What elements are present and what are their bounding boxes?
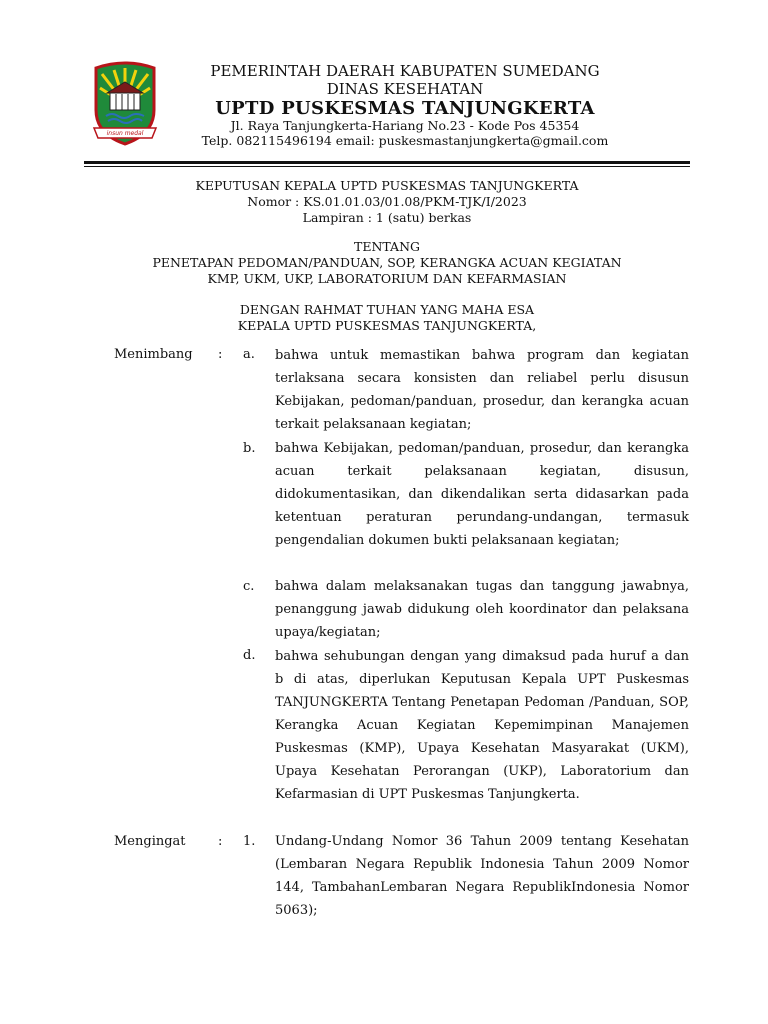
letterhead-department: DINAS KESEHATAN xyxy=(326,80,484,98)
decree-about-line2: KMP, UKM, UKP, LABORATORIUM DAN KEFARMASIAN xyxy=(207,271,567,286)
decree-attachment: Lampiran : 1 (satu) berkas xyxy=(302,210,472,225)
menimbang-item-c: bahwa dalam melaksanakan tugas dan tanggung jawabnya, penanggung jawab didukung oleh koordinator dan pelaksana upaya/kegiatan; xyxy=(275,579,689,640)
mengingat-colon: : xyxy=(218,834,223,849)
decree-about-label: TENTANG xyxy=(353,239,420,254)
mengingat-marker-1: 1. xyxy=(243,834,256,849)
mengingat-label: Mengingat xyxy=(114,834,186,849)
decree-blessing: DENGAN RAHMAT TUHAN YANG MAHA ESA xyxy=(239,302,535,317)
decree-title: KEPUTUSAN KEPALA UPTD PUSKESMAS TANJUNGKERTA xyxy=(195,178,579,193)
decree-official: KEPALA UPTD PUSKESMAS TANJUNGKERTA, xyxy=(237,318,537,333)
menimbang-marker-b: b. xyxy=(243,441,256,456)
menimbang-colon: : xyxy=(218,347,223,362)
letterhead-institution: UPTD PUSKESMAS TANJUNGKERTA xyxy=(215,98,595,119)
menimbang-marker-a: a. xyxy=(243,347,255,362)
letterhead-address: Jl. Raya Tanjungkerta-Hariang No.23 - Kode Pos 45354 xyxy=(230,118,580,133)
menimbang-marker-d: d. xyxy=(243,648,256,663)
menimbang-item-b: bahwa Kebijakan, pedoman/panduan, prosedur, dan kerangka acuan terkait pelaksanaan kegiatan, disusun, didokumentasikan, dan dikendalikan serta didasarkan pada ketentuan peraturan perundang-undangan, termasuk pengendalian dokumen bukti pelaksanaan kegiatan; xyxy=(275,441,689,548)
mengingat-item-1: Undang-Undang Nomor 36 Tahun 2009 tentang Kesehatan (Lembaran Negara Republik Indonesia Tahun 2009 Nomor 144, TambahanLembaran Negara RepublikIndonesia Nomor 5063); xyxy=(275,834,689,918)
decree-about-line1: PENETAPAN PEDOMAN/PANDUAN, SOP, KERANGKA ACUAN KEGIATAN xyxy=(152,255,622,270)
menimbang-item-a: bahwa untuk memastikan bahwa program dan kegiatan terlaksana secara konsisten dan reliabel perlu disusun Kebijakan, pedoman/panduan, prosedur, dan kerangka acuan terkait pelaksanaan kegiatan; xyxy=(275,348,689,432)
decree-number: Nomor : KS.01.01.03/01.08/PKM-TJK/I/2023 xyxy=(247,194,527,209)
letterhead-divider-thin xyxy=(84,166,690,167)
logo-motto: insun medal xyxy=(106,130,144,137)
menimbang-label: Menimbang xyxy=(114,347,193,362)
menimbang-marker-c: c. xyxy=(243,579,255,594)
letterhead xyxy=(0,0,768,170)
letterhead-government: PEMERINTAH DAERAH KABUPATEN SUMEDANG xyxy=(210,62,600,80)
letterhead-divider-thick xyxy=(84,161,690,164)
letterhead-contact: Telp. 082115496194 email: puskesmastanjungkerta@gmail.com xyxy=(201,133,609,148)
menimbang-item-d: bahwa sehubungan dengan yang dimaksud pada huruf a dan b di atas, diperlukan Keputusan Kepala UPT Puskesmas TANJUNGKERTA Tentang Penetapan Pedoman /Panduan, SOP, Kerangka Acuan Kegiatan Kepemimpinan Manajemen Puskesmas (KMP), Upaya Kesehatan Masyarakat (UKM), Upaya Kesehatan Perorangan (UKP), Laboratorium dan Kefarmasian di UPT Puskesmas Tanjungkerta. xyxy=(275,649,689,802)
